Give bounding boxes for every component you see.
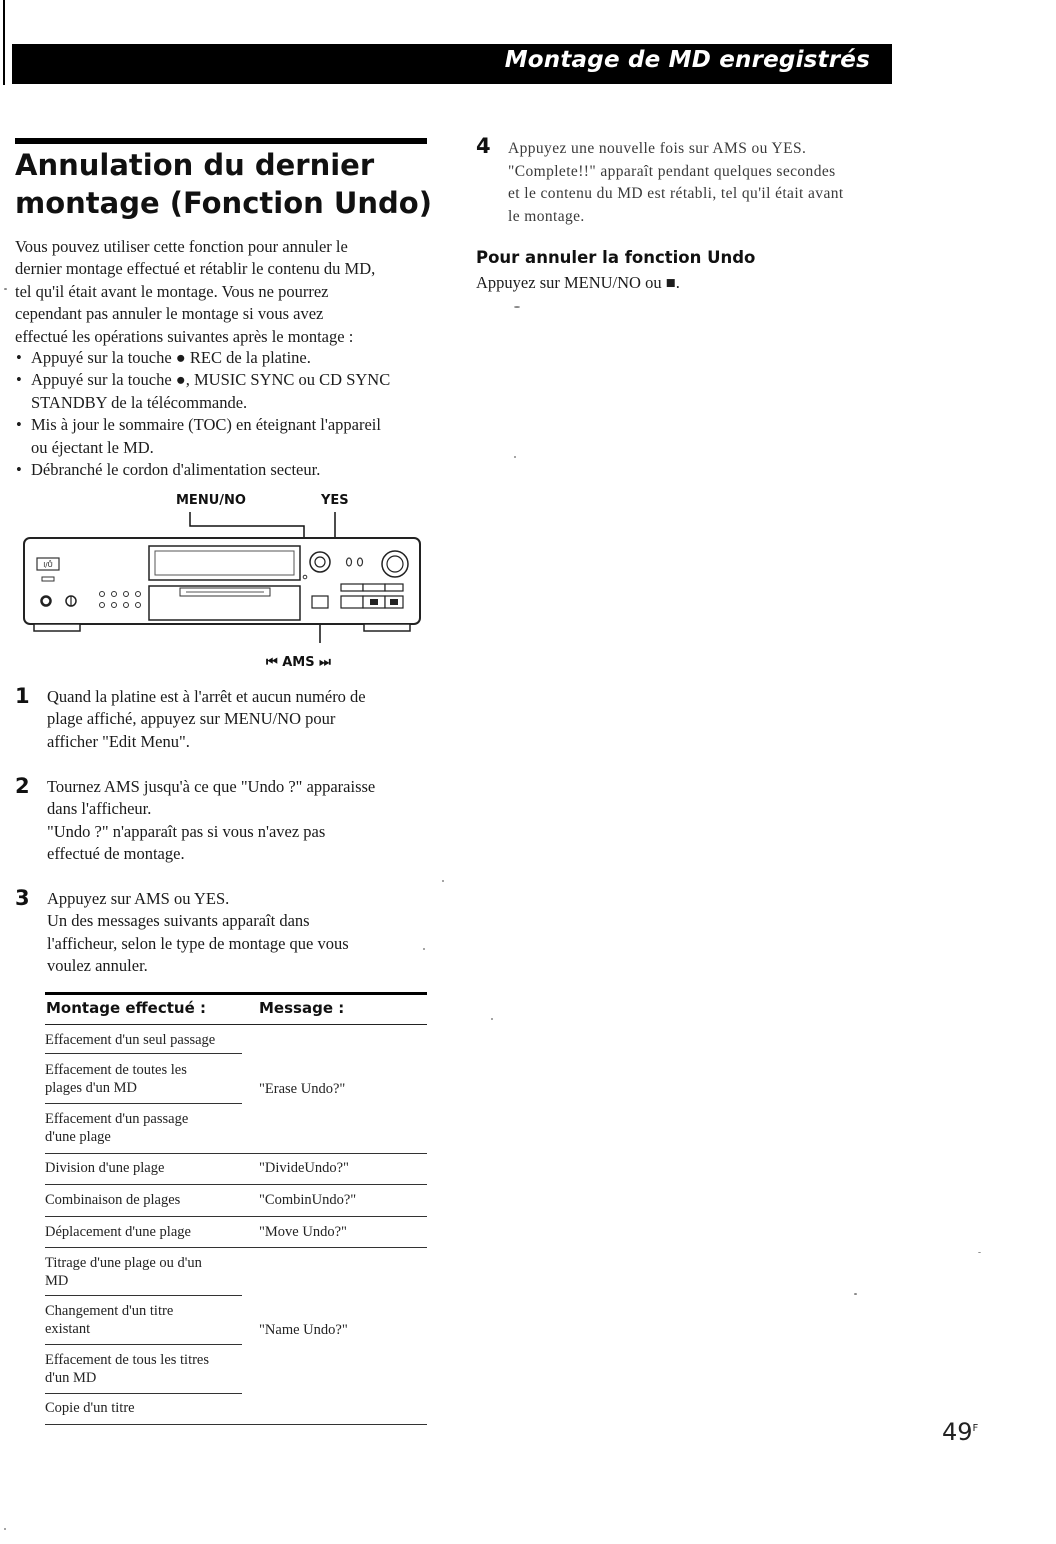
scan-speck bbox=[978, 1252, 981, 1253]
step-line: "Complete!!" apparaît pendant quelques secondes bbox=[508, 162, 836, 180]
page-number-suffix: F bbox=[972, 1423, 979, 1434]
bullet-item bbox=[15, 414, 435, 459]
figure-label-menu-no: MENU/NO bbox=[176, 493, 246, 508]
page-number bbox=[942, 1418, 978, 1446]
power-label: I/Ů bbox=[43, 561, 53, 569]
step-line: afficher "Edit Menu". bbox=[47, 731, 190, 751]
device-foot bbox=[34, 624, 80, 631]
device-foot bbox=[364, 624, 410, 631]
step-line: Appuyez une nouvelle fois sur AMS ou YES. bbox=[508, 140, 807, 157]
step-line: effectué de montage. bbox=[47, 844, 185, 864]
bullet-item bbox=[15, 369, 435, 414]
bullet-item bbox=[15, 459, 435, 481]
bullet-list bbox=[15, 347, 435, 481]
step-number: 3 bbox=[15, 886, 30, 910]
table-top-rule bbox=[45, 992, 427, 995]
bullet-line: STANDBY de la télécommande. bbox=[31, 392, 248, 412]
margin-rule bbox=[3, 0, 5, 85]
step-line: Tournez AMS jusqu'à ce que "Undo ?" apparaisse bbox=[47, 777, 376, 796]
bullet-line: ou éjectant le MD. bbox=[31, 437, 154, 457]
header-band bbox=[12, 44, 892, 84]
scan-speck bbox=[423, 948, 425, 950]
step-line: voulez annuler. bbox=[47, 956, 148, 976]
step-number: 4 bbox=[476, 134, 491, 158]
bullet-line: • Débranché le cordon d'alimentation secteur. bbox=[31, 460, 321, 480]
table-cell-operation: Combinaison de plages bbox=[45, 1192, 181, 1208]
header-title: Montage de MD enregistrés bbox=[504, 47, 870, 73]
md-deck-illustration bbox=[22, 510, 426, 644]
ams-knob bbox=[310, 552, 330, 572]
row-divider bbox=[45, 1295, 242, 1296]
step-text bbox=[47, 776, 429, 866]
row-divider bbox=[45, 1216, 427, 1217]
table-cell-operation: Effacement de toutes les plages d'un MD bbox=[45, 1062, 187, 1096]
table-header bbox=[45, 998, 427, 1025]
row-divider bbox=[45, 1184, 427, 1185]
bullet-line: • Mis à jour le sommaire (TOC) en éteignant l'appareil bbox=[31, 415, 381, 435]
step-text bbox=[508, 138, 893, 228]
bullet-item bbox=[15, 347, 435, 369]
table-header-operation: Montage effectué : bbox=[46, 999, 206, 1017]
step-line: Quand la platine est à l'arrêt et aucun numéro de bbox=[47, 687, 366, 706]
row-divider bbox=[45, 1393, 242, 1394]
section-rule bbox=[15, 138, 427, 144]
table-cell-operation: Titrage d'une plage ou d'un MD bbox=[45, 1255, 202, 1289]
row-divider bbox=[45, 1247, 427, 1248]
table-cell-operation: Copie d'un titre bbox=[45, 1400, 135, 1416]
scan-speck bbox=[4, 288, 7, 290]
scan-speck bbox=[491, 1018, 493, 1020]
intro-paragraph bbox=[15, 236, 435, 348]
step-text bbox=[47, 686, 429, 753]
intro-line: cependant pas annuler le montage si vous avez bbox=[15, 304, 324, 324]
eject-button bbox=[312, 596, 328, 608]
section-title bbox=[15, 146, 435, 222]
step-line: Un des messages suivants apparaît dans bbox=[47, 911, 310, 931]
figure-label-yes: YES bbox=[321, 493, 349, 508]
table-cell-operation: Division d'une plage bbox=[45, 1160, 165, 1176]
table-cell-operation: Effacement d'un seul passage bbox=[45, 1032, 216, 1048]
scan-speck bbox=[514, 456, 516, 458]
intro-line: effectué les opérations suivantes après le montage : bbox=[15, 326, 354, 346]
step-text bbox=[47, 888, 429, 978]
section-title-line1: Annulation du dernier bbox=[15, 148, 375, 182]
figure-label-ams: ⏮ AMS ⏭ bbox=[266, 655, 331, 670]
table-cell-operation: Déplacement d'une plage bbox=[45, 1224, 191, 1240]
bullet-line: • Appuyé sur la touche ●, MUSIC SYNC ou CD SYNC bbox=[31, 370, 391, 390]
table-cell-message: "CombinUndo?" bbox=[259, 1192, 357, 1208]
table-header-message: Message : bbox=[259, 999, 345, 1017]
step-line: "Undo ?" n'apparaît pas si vous n'avez pas bbox=[47, 821, 326, 841]
row-divider bbox=[45, 1344, 242, 1345]
bullet-line: • Appuyé sur la touche ● REC de la platine. bbox=[31, 348, 311, 367]
scan-speck bbox=[854, 1293, 857, 1295]
scan-speck bbox=[4, 1528, 6, 1530]
scan-speck bbox=[442, 880, 444, 882]
step-line: et le contenu du MD est rétabli, tel qu'il était avant bbox=[508, 185, 844, 202]
intro-line: tel qu'il était avant le montage. Vous ne pourrez bbox=[15, 281, 329, 301]
step-number: 1 bbox=[15, 684, 30, 708]
table-cell-operation: Changement d'un titre existant bbox=[45, 1303, 174, 1337]
section-title-line2: montage (Fonction Undo) bbox=[15, 186, 432, 220]
cancel-text: Appuyez sur MENU/NO ou ■. bbox=[476, 273, 680, 292]
intro-line: Vous pouvez utiliser cette fonction pour annuler le bbox=[15, 237, 348, 256]
step-number: 2 bbox=[15, 774, 30, 798]
table-cell-message: "Name Undo?" bbox=[259, 1322, 348, 1338]
step-line: Appuyez sur AMS ou YES. bbox=[47, 889, 230, 908]
table-cell-message: "Erase Undo?" bbox=[259, 1081, 346, 1097]
table-cell-operation: Effacement de tous les titres d'un MD bbox=[45, 1352, 210, 1386]
step-line: le montage. bbox=[508, 207, 585, 225]
step-line: l'afficheur, selon le type de montage que vous bbox=[47, 933, 349, 953]
row-divider bbox=[45, 1153, 427, 1154]
row-divider bbox=[45, 1103, 242, 1104]
scan-speck bbox=[514, 306, 520, 308]
table-cell-message: "Move Undo?" bbox=[259, 1224, 347, 1240]
cancel-heading: Pour annuler la fonction Undo bbox=[476, 248, 756, 267]
page-number-value: 49 bbox=[942, 1418, 973, 1446]
volume-knob bbox=[382, 551, 408, 577]
disc-slot-panel bbox=[149, 586, 300, 620]
table-cell-operation: Effacement d'un passage d'une plage bbox=[45, 1111, 189, 1145]
row-divider bbox=[45, 1053, 242, 1054]
step-line: dans l'afficheur. bbox=[47, 799, 152, 819]
table-bottom-rule bbox=[45, 1424, 427, 1425]
table-cell-message: "DivideUndo?" bbox=[259, 1160, 349, 1176]
step-line: plage affiché, appuyez sur MENU/NO pour bbox=[47, 709, 336, 729]
intro-line: dernier montage effectué et rétablir le contenu du MD, bbox=[15, 259, 376, 279]
